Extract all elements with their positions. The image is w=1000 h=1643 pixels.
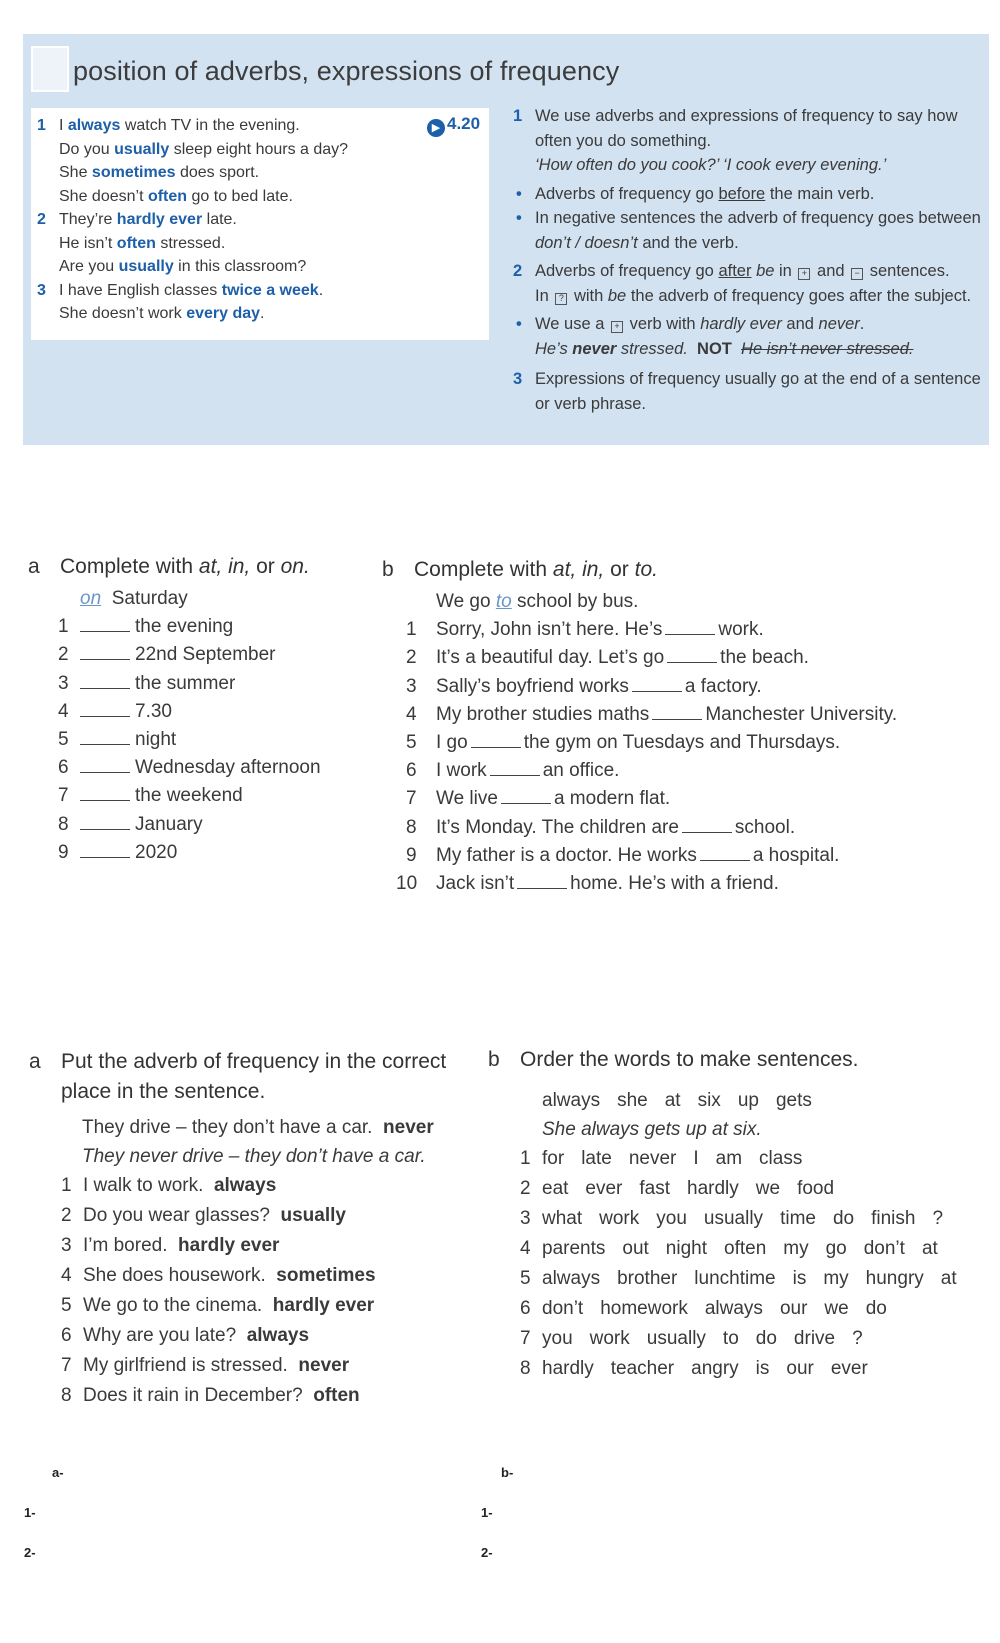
item-adverb: always xyxy=(246,1325,310,1346)
item-text: We go to the cinema. xyxy=(83,1295,263,1316)
answer-blank[interactable] xyxy=(517,874,567,889)
example-text: in this classroom? xyxy=(173,258,307,275)
speaker-icon[interactable]: ▶ xyxy=(427,119,445,137)
exercise-1a-item xyxy=(58,698,321,726)
item-text: the weekend xyxy=(135,785,243,807)
answer-blank[interactable] xyxy=(80,702,130,717)
word-token: up xyxy=(737,1090,759,1111)
word-token: we xyxy=(824,1298,849,1319)
word-token: late xyxy=(581,1148,612,1169)
word-token: is xyxy=(792,1268,807,1289)
item-text: My girlfriend is stressed. xyxy=(83,1355,288,1376)
word-token: I xyxy=(693,1148,699,1169)
examples-panel xyxy=(31,108,489,340)
item-number: 6 xyxy=(58,757,69,779)
item-adverb: usually xyxy=(280,1205,346,1226)
item-adverb: hardly ever xyxy=(178,1235,280,1256)
example-text: She doesn’t xyxy=(59,187,148,205)
example-line xyxy=(31,138,348,162)
example-text: watch TV in the evening. xyxy=(120,117,300,134)
exercise-2a xyxy=(29,1047,446,1411)
item-text: She does housework. xyxy=(83,1265,266,1286)
example-line xyxy=(31,114,348,138)
exercise-2a-item xyxy=(61,1321,446,1351)
word-token: ? xyxy=(852,1328,863,1349)
frequency-keyword: usually xyxy=(114,140,170,158)
word-token: you xyxy=(656,1208,687,1229)
word-token: always xyxy=(542,1268,601,1289)
item-text: 7.30 xyxy=(135,700,172,722)
item-adverb: hardly ever xyxy=(272,1295,375,1316)
exercise-2a-item xyxy=(61,1231,446,1261)
item-adverb: always xyxy=(213,1175,277,1196)
answer-b-line-2[interactable]: 2- xyxy=(481,1545,493,1560)
exercise-1b-instruction: b Complete with at, in, or to. xyxy=(382,558,658,581)
example-text: I have English classes xyxy=(59,281,222,299)
exercise-2b-item xyxy=(520,1144,974,1174)
answer-blank[interactable] xyxy=(80,617,130,632)
exercise-2b-example-words xyxy=(488,1086,974,1116)
word-token: ? xyxy=(932,1208,944,1229)
example-line xyxy=(31,232,348,256)
exercise-1a-items xyxy=(28,613,321,867)
word-token: gets xyxy=(775,1090,812,1111)
rule-2: 2 Adverbs of frequency go after be in + and − sentences. In ? with be the adverb of frequency goes after the subject. xyxy=(513,262,972,305)
example-text: They’re xyxy=(59,211,117,228)
example-sentences xyxy=(31,114,348,326)
example-text: late. xyxy=(202,211,237,228)
grammar-box xyxy=(23,34,989,445)
answer-blank[interactable] xyxy=(471,733,521,748)
item-adverb: sometimes xyxy=(276,1265,376,1286)
exercise-1b-item xyxy=(406,757,897,785)
word-token: never xyxy=(628,1148,677,1169)
exercise-2b-item xyxy=(520,1204,974,1234)
word-token: usually xyxy=(703,1208,764,1229)
grammar-title: position of adverbs, expressions of frequency xyxy=(73,56,620,86)
item-number: 7 xyxy=(58,785,69,807)
example-line xyxy=(31,279,348,303)
word-token: at xyxy=(940,1268,957,1289)
exercise-2b-item xyxy=(520,1324,974,1354)
item-text-before: It’s Monday. The children are xyxy=(436,816,679,838)
word-token: she xyxy=(617,1090,648,1111)
word-token: our xyxy=(779,1298,808,1319)
answer-blank[interactable] xyxy=(700,846,750,861)
item-number: 6 xyxy=(61,1325,72,1346)
exercise-2b-item xyxy=(520,1294,974,1324)
exercise-1b-item xyxy=(406,785,897,813)
frequency-keyword: usually xyxy=(118,258,174,275)
exercise-1a-item xyxy=(58,613,321,641)
item-number: 1 xyxy=(61,1175,72,1196)
item-number: 7 xyxy=(406,788,417,810)
answer-blank[interactable] xyxy=(682,818,732,833)
frequency-keyword: often xyxy=(147,187,188,205)
exercise-2b-instruction: b Order the words to make sentences. xyxy=(488,1048,859,1071)
answer-blank[interactable] xyxy=(80,674,130,689)
exercise-2b xyxy=(488,1048,974,1384)
exercise-1b-item xyxy=(406,673,897,701)
item-text-before: Sally’s boyfriend works xyxy=(436,675,629,697)
exercise-1a xyxy=(28,555,321,867)
exercise-1a-item xyxy=(58,641,321,669)
word-token: is xyxy=(755,1358,770,1379)
frequency-keyword: twice a week xyxy=(221,281,319,299)
word-token: class xyxy=(759,1148,803,1169)
item-number: 1 xyxy=(58,616,69,638)
word-token: hardly xyxy=(542,1358,594,1379)
item-text: Why are you late? xyxy=(83,1325,237,1346)
item-text: Do you wear glasses? xyxy=(83,1205,270,1226)
word-token: usually xyxy=(646,1328,706,1349)
grammar-rules xyxy=(513,104,983,416)
item-text-before: Jack isn’t xyxy=(436,873,515,895)
item-text: I walk to work. xyxy=(83,1175,204,1196)
item-text-after: work. xyxy=(718,619,764,641)
answer-blank[interactable] xyxy=(80,645,130,660)
word-token: time xyxy=(780,1208,816,1229)
word-token: at xyxy=(921,1238,938,1259)
example-line xyxy=(31,185,348,209)
rule-3: 3 Expressions of frequency usually go at the end of a sentence or verb phrase. xyxy=(513,370,981,413)
exercise-1a-example: on Saturday xyxy=(80,588,188,609)
answer-a-line-2[interactable]: 2- xyxy=(24,1545,36,1560)
item-text: 2020 xyxy=(135,841,178,863)
word-token: ever xyxy=(585,1178,623,1199)
example-text: Are you xyxy=(59,258,119,275)
word-token: our xyxy=(786,1358,814,1379)
word-token: finish xyxy=(871,1208,916,1229)
exercise-1b-items xyxy=(382,616,897,898)
word-token: for xyxy=(542,1148,565,1169)
item-text-after: a modern flat. xyxy=(553,788,671,810)
word-token: my xyxy=(823,1268,849,1289)
item-text-after: school. xyxy=(734,816,796,838)
item-number: 8 xyxy=(61,1385,72,1406)
word-token: eat xyxy=(542,1178,569,1199)
exercise-1b-item xyxy=(406,842,897,870)
frequency-keyword: sometimes xyxy=(91,164,176,181)
exercise-2a-example: They drive – they don’t have a car. never xyxy=(82,1117,434,1138)
answer-a-line-1[interactable]: 1- xyxy=(24,1505,36,1520)
word-token: to xyxy=(722,1328,739,1349)
example-text: sleep eight hours a day? xyxy=(169,140,349,158)
word-token: do xyxy=(755,1328,777,1349)
example-text: . xyxy=(260,305,265,322)
word-token: six xyxy=(697,1090,721,1111)
item-number: 4 xyxy=(520,1238,531,1259)
item-number: 9 xyxy=(406,844,417,866)
word-token: work xyxy=(589,1328,630,1349)
exercise-2a-items xyxy=(29,1171,446,1411)
word-token: out xyxy=(622,1238,649,1259)
answer-blank[interactable] xyxy=(632,677,682,692)
word-token: we xyxy=(755,1178,781,1199)
item-text-before: My brother studies maths xyxy=(436,703,650,725)
exercise-1a-item xyxy=(58,811,321,839)
example-number: 2 xyxy=(37,211,46,228)
item-number: 2 xyxy=(406,647,417,669)
answer-blank[interactable] xyxy=(80,786,130,801)
item-text-after: the gym on Tuesdays and Thursdays. xyxy=(523,732,841,754)
item-text-before: We live xyxy=(436,788,498,810)
item-text-before: Sorry, John isn’t here. He’s xyxy=(436,619,663,641)
exercise-2a-item xyxy=(61,1261,446,1291)
item-text: the evening xyxy=(135,616,234,638)
word-token: at xyxy=(664,1090,681,1111)
exercise-1a-item xyxy=(58,670,321,698)
answer-blank[interactable] xyxy=(80,758,130,773)
exercise-2a-item xyxy=(61,1171,446,1201)
word-token: homework xyxy=(600,1298,688,1319)
rule-bullet-3: • We use a + verb with hardly ever and never. He’s never stressed. NOT He isn’t never stressed. xyxy=(516,315,914,358)
rule-bullet-1: • Adverbs of frequency go before the main verb. xyxy=(516,184,875,203)
word-token: do xyxy=(865,1298,887,1319)
example-text: She xyxy=(59,164,92,181)
frequency-keyword: often xyxy=(116,234,156,252)
item-number: 2 xyxy=(61,1205,72,1226)
item-text-after: home. He’s with a friend. xyxy=(570,873,779,895)
answer-blank[interactable] xyxy=(80,815,130,830)
item-number: 7 xyxy=(61,1355,72,1376)
exercise-1a-instruction: a Complete with at, in, or on. xyxy=(28,555,310,578)
exercise-1b-item xyxy=(396,870,897,898)
item-number: 4 xyxy=(406,703,417,725)
item-number: 5 xyxy=(520,1268,531,1289)
item-text-after: a hospital. xyxy=(752,844,840,866)
item-number: 1 xyxy=(520,1148,531,1169)
item-text: night xyxy=(135,729,177,751)
word-token: night xyxy=(665,1238,707,1259)
item-text: the summer xyxy=(135,672,236,694)
example-text: Do you xyxy=(59,140,115,158)
answer-b-line-1[interactable]: 1- xyxy=(481,1505,493,1520)
exercise-2b-example-answer: She always gets up at six. xyxy=(542,1119,762,1140)
exercise-2a-item xyxy=(61,1381,446,1411)
item-text-after: the beach. xyxy=(720,647,809,669)
exercise-2b-item xyxy=(520,1174,974,1204)
word-token: often xyxy=(724,1238,767,1259)
example-line xyxy=(31,255,348,279)
example-text: I xyxy=(59,117,68,134)
word-token: don’t xyxy=(542,1298,584,1319)
item-number: 4 xyxy=(61,1265,72,1286)
word-token: teacher xyxy=(610,1358,675,1379)
answer-blank[interactable] xyxy=(667,648,717,663)
exercise-1a-item xyxy=(58,782,321,810)
item-number: 2 xyxy=(520,1178,531,1199)
item-text: January xyxy=(135,813,203,835)
exercise-2a-example-answer: They never drive – they don’t have a car. xyxy=(82,1146,426,1167)
rule-1: 1 We use adverbs and expressions of frequency to say how often you do something. xyxy=(513,107,958,150)
audio-track[interactable]: ▶ 4.20 xyxy=(427,114,480,137)
word-token: food xyxy=(797,1178,835,1199)
exercise-1a-item xyxy=(58,839,321,867)
example-text: She doesn’t work xyxy=(59,305,187,322)
exercise-2a-instruction: a Put the adverb of frequency in the correct place in the sentence. xyxy=(29,1050,447,1103)
example-text: go to bed late. xyxy=(187,187,293,205)
word-token: angry xyxy=(691,1358,739,1379)
item-number: 10 xyxy=(396,873,418,895)
item-text: Wednesday afternoon xyxy=(135,757,321,779)
word-token: my xyxy=(783,1238,809,1259)
answer-blank[interactable] xyxy=(665,620,715,635)
word-token: lunchtime xyxy=(694,1268,776,1289)
item-text-after: an office. xyxy=(542,760,620,782)
exercise-1a-item xyxy=(58,754,321,782)
word-token: go xyxy=(825,1238,847,1259)
exercise-1b xyxy=(382,558,897,898)
item-number: 3 xyxy=(406,675,417,697)
item-number: 5 xyxy=(61,1295,72,1316)
item-number: 2 xyxy=(58,644,69,666)
checkbox-square xyxy=(31,46,69,92)
rule-bullet-2: • In negative sentences the adverb of frequency goes between don’t / doesn’t and the verb. xyxy=(516,209,981,252)
item-number: 8 xyxy=(520,1358,531,1379)
item-number: 1 xyxy=(406,619,417,641)
exercise-1a-item xyxy=(58,726,321,754)
exercise-2a-item xyxy=(61,1351,446,1381)
example-text: stressed. xyxy=(155,234,226,252)
answer-col-b-label: b- xyxy=(501,1465,514,1480)
exercise-1b-item xyxy=(406,814,897,842)
exercise-1b-item xyxy=(406,644,897,672)
item-text-before: I work xyxy=(436,760,487,782)
item-text-before: I go xyxy=(436,732,468,754)
item-number: 3 xyxy=(61,1235,72,1256)
word-token: fast xyxy=(639,1178,671,1199)
example-line xyxy=(31,302,348,326)
item-text: Does it rain in December? xyxy=(83,1385,303,1406)
item-number: 5 xyxy=(58,729,69,751)
answer-col-a-label: a- xyxy=(52,1465,64,1480)
item-text-after: Manchester University. xyxy=(705,703,898,725)
exercise-2a-item xyxy=(61,1291,446,1321)
word-token: don’t xyxy=(863,1238,905,1259)
word-token: am xyxy=(715,1148,743,1169)
word-token: hungry xyxy=(865,1268,924,1289)
word-token: always xyxy=(704,1298,763,1319)
item-adverb: often xyxy=(313,1385,360,1406)
item-text-before: My father is a doctor. He works xyxy=(436,844,697,866)
example-line xyxy=(31,208,348,232)
exercise-1b-example: We go to school by bus. xyxy=(436,591,639,612)
word-token: hardly xyxy=(687,1178,739,1199)
item-number: 3 xyxy=(58,672,69,694)
item-number: 7 xyxy=(520,1328,531,1349)
word-token: you xyxy=(542,1328,573,1349)
item-text-after: a factory. xyxy=(684,675,762,697)
example-number: 3 xyxy=(37,281,46,299)
exercise-2a-item xyxy=(61,1201,446,1231)
word-token: parents xyxy=(542,1238,606,1259)
example-number: 1 xyxy=(37,117,46,134)
exercise-2b-item xyxy=(520,1354,974,1384)
item-number: 9 xyxy=(58,841,69,863)
exercise-2b-item xyxy=(520,1264,974,1294)
frequency-keyword: always xyxy=(67,117,121,134)
exercise-1b-item xyxy=(406,729,897,757)
rule-1-example: ‘How often do you cook?’ ‘I cook every evening.’ xyxy=(535,156,887,174)
word-token: work xyxy=(599,1208,640,1229)
word-token: what xyxy=(542,1208,583,1229)
word-token: ever xyxy=(830,1358,868,1379)
answer-blank[interactable] xyxy=(80,730,130,745)
item-number: 3 xyxy=(520,1208,531,1229)
item-number: 6 xyxy=(406,760,417,782)
item-adverb: never xyxy=(298,1355,350,1376)
item-number: 4 xyxy=(58,700,69,722)
item-text: 22nd September xyxy=(135,644,276,666)
example-line xyxy=(31,161,348,185)
item-number: 6 xyxy=(520,1298,531,1319)
item-number: 8 xyxy=(58,813,69,835)
exercise-1b-item xyxy=(406,701,897,729)
answer-blank[interactable] xyxy=(501,789,551,804)
exercise-2b-item xyxy=(520,1234,974,1264)
item-number: 5 xyxy=(406,732,417,754)
answer-blank[interactable] xyxy=(80,843,130,858)
frequency-keyword: hardly ever xyxy=(116,211,203,228)
word-token: drive xyxy=(793,1328,836,1349)
example-text: . xyxy=(318,281,324,299)
answer-blank[interactable] xyxy=(652,705,702,720)
item-text-before: It’s a beautiful day. Let’s go xyxy=(436,647,665,669)
answer-blank[interactable] xyxy=(490,761,540,776)
item-text: I’m bored. xyxy=(83,1235,168,1256)
example-text: does sport. xyxy=(175,164,260,181)
exercise-1b-item xyxy=(406,616,897,644)
word-token: always xyxy=(542,1090,601,1111)
exercise-2b-items xyxy=(488,1144,974,1384)
item-number: 8 xyxy=(406,816,417,838)
example-text: He isn’t xyxy=(59,234,117,252)
word-token: brother xyxy=(617,1268,678,1289)
word-token: do xyxy=(832,1208,855,1229)
frequency-keyword: every day xyxy=(186,305,261,322)
